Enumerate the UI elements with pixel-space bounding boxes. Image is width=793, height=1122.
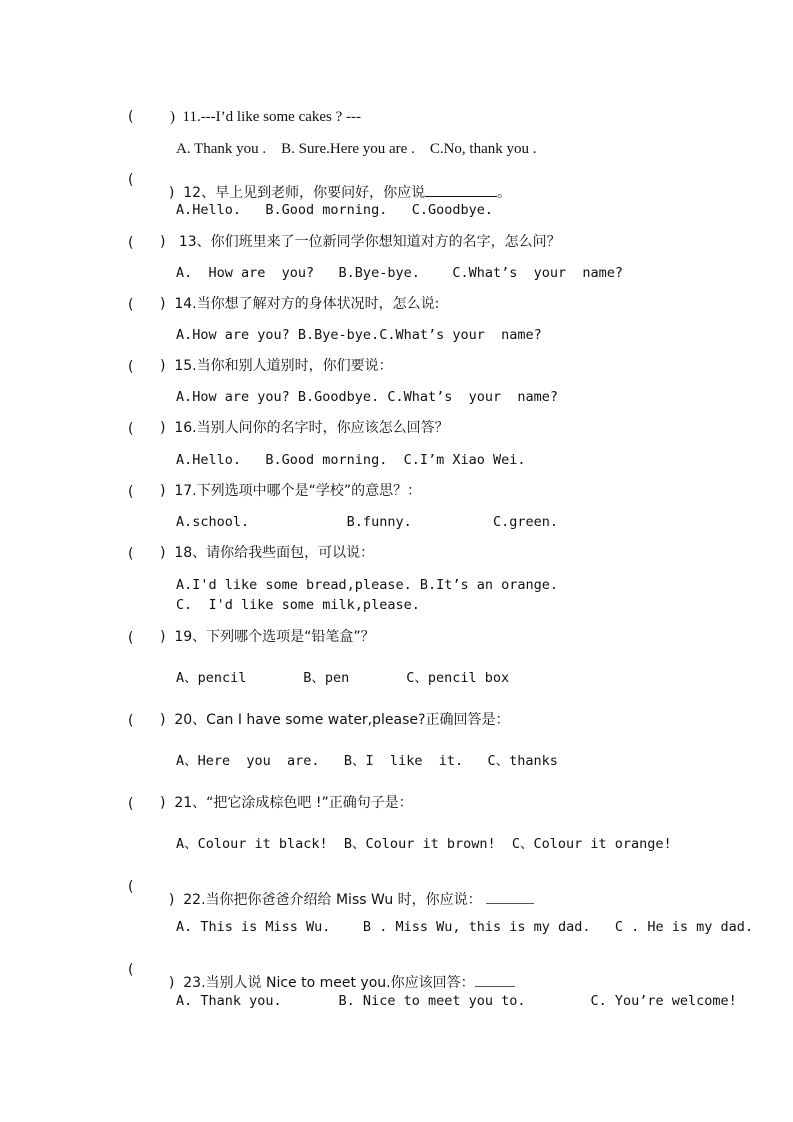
question-19-options: A、pencil B、pen C、pencil box	[176, 670, 510, 686]
question-13-stem: ) 13、你们班里来了一位新同学你想知道对方的名字，怎么问？	[160, 234, 561, 250]
question-12-stem	[160, 172, 511, 200]
question-15-options: A.How are you? B.Goodbye. C.What’s your name?	[176, 389, 559, 405]
answer-paren-12: (	[128, 172, 134, 188]
question-18-stem: ) 18、请你给我些面包，可以说：	[160, 545, 375, 561]
answer-paren-17: (	[128, 484, 134, 500]
question-21-stem: ) 21、“把它涂成棕色吧 !”正确句子是：	[160, 795, 413, 811]
question-23-stem-text: ) 23.当别人说 Nice to meet you.你应该回答：	[168, 975, 475, 991]
answer-paren-16: (	[128, 421, 134, 437]
answer-paren-21: (	[128, 796, 134, 812]
question-19-stem: ) 19、下列哪个选项是“铅笔盒”？	[160, 629, 375, 645]
question-12-blank	[425, 196, 497, 197]
question-22-stem	[160, 879, 534, 907]
question-20-options: A、Here you are. B、I like it. C、thanks	[176, 753, 558, 769]
answer-paren-15: (	[128, 359, 134, 375]
question-11-options: A. Thank you . B. Sure.Here you are . C.No, thank you .	[176, 141, 537, 157]
question-22-stem-text: ) 22.当你把你爸爸介绍给 Miss Wu 时，你应说：	[168, 892, 487, 908]
question-23-stem	[160, 962, 515, 990]
answer-paren-22: (	[128, 879, 134, 895]
question-16-stem: ) 16.当别人问你的名字时，你应该怎么回答？	[160, 420, 449, 436]
answer-paren-14: (	[128, 297, 134, 313]
answer-paren-20: (	[128, 713, 134, 729]
answer-paren-11: (	[128, 109, 134, 125]
question-12-stem-end: 。	[497, 185, 512, 201]
question-14-stem: ) 14.当你想了解对方的身体状况时，怎么说:	[160, 296, 440, 312]
question-16-options: A.Hello. B.Good morning. C.I’m Xiao Wei.	[176, 452, 526, 468]
question-18-options: A.I'd like some bread,please. B.It’s an orange.	[176, 577, 559, 593]
answer-paren-23: (	[128, 962, 134, 978]
question-18-options-line2: C. I'd like some milk,please.	[176, 597, 420, 613]
question-22-options: A. This is Miss Wu. B . Miss Wu, this is my dad. C . He is my dad.	[176, 919, 754, 935]
question-14-options: A.How are you? B.Bye-bye.C.What’s your name?	[176, 327, 542, 343]
question-15-stem: ) 15.当你和别人道别时，你们要说：	[160, 358, 393, 374]
question-23-blank	[475, 986, 515, 987]
question-21-options: A、Colour it black! B、Colour it brown! C、Colour it orange!	[176, 836, 672, 852]
answer-paren-19: (	[128, 630, 134, 646]
question-11-stem: ) 11.---I’d like some cakes ? ---	[170, 109, 362, 125]
question-23-options: A. Thank you. B. Nice to meet you to. C. You’re welcome!	[176, 993, 737, 1009]
question-17-options: A.school. B.funny. C.green.	[176, 514, 559, 530]
answer-paren-18: (	[128, 546, 134, 562]
answer-paren-13: (	[128, 235, 134, 251]
question-13-options: A. How are you? B.Bye-bye. C.What’s your name?	[176, 265, 624, 281]
question-12-stem-text: ) 12、早上见到老师，你要问好，你应说	[168, 185, 426, 201]
question-17-stem: ) 17.下列选项中哪个是“学校”的意思？：	[160, 483, 422, 499]
question-20-stem: ) 20、Can I have some water,please?正确回答是：	[160, 712, 510, 728]
question-22-blank	[486, 903, 534, 904]
question-12-options: A.Hello. B.Good morning. C.Goodbye.	[176, 202, 493, 218]
